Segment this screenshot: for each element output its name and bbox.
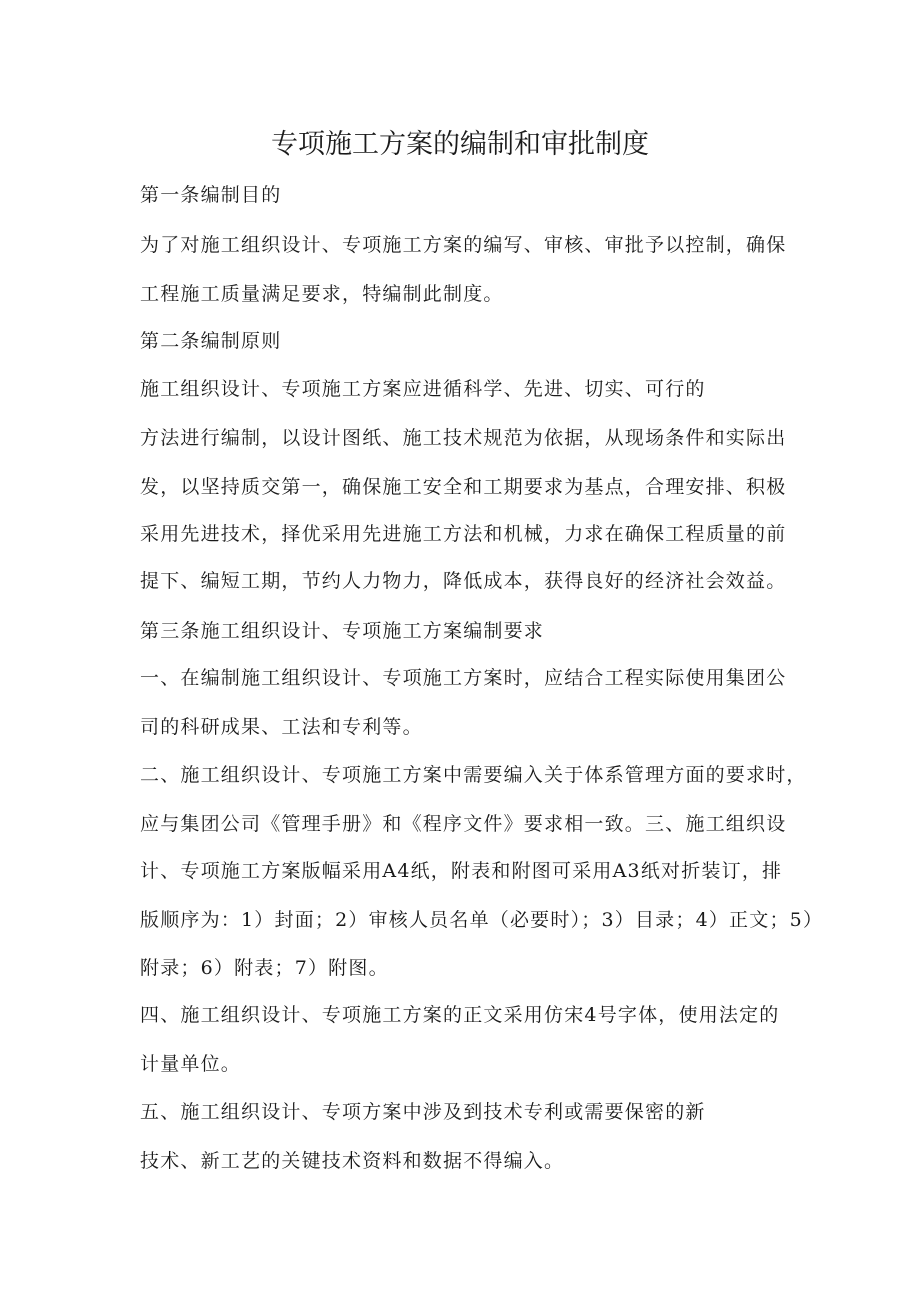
paragraph-line: 提下、编短工期，节约人力物力，降低成本，获得良好的经济社会效益。 [140, 570, 787, 592]
paragraph-line: 四、施工组织设计、专项施工方案的正文采用仿宋4号字体，使用法定的 [140, 1004, 780, 1026]
paragraph-line: 工程施工质量满足要求，特编制此制度。 [140, 283, 504, 305]
paragraph-line: 司的科研成果、工法和专利等。 [140, 716, 423, 738]
section-heading: 第一条编制目的 [140, 184, 282, 206]
paragraph-line: 一、在编制施工组织设计、专项施工方案时，应结合工程实际使用集团公 [140, 667, 787, 689]
paragraph-line: 二、施工组织设计、专项施工方案中需要编入关于体系管理方面的要求时， [140, 764, 807, 786]
paragraph-line: 计量单位。 [140, 1053, 242, 1075]
paragraph-line: 应与集团公司《管理手册》和《程序文件》要求相一致。三、施工组织设 [140, 813, 787, 835]
paragraph-line: 采用先进技术，择优采用先进施工方法和机械，力求在确保工程质量的前 [140, 523, 787, 545]
paragraph-line: 计、专项施工方案版幅采用A4纸，附表和附图可采用A3纸对折装订，排 [140, 860, 783, 882]
paragraph-line: 版顺序为：1）封面；2）审核人员名单（必要时）；3）目录；4）正文；5） [140, 909, 824, 931]
paragraph-line: 技术、新工艺的关键技术资料和数据不得编入。 [140, 1150, 565, 1172]
section-heading: 第三条施工组织设计、专项施工方案编制要求 [140, 620, 545, 642]
paragraph-line: 发，以坚持质交第一，确保施工安全和工期要求为基点，合理安排、积极 [140, 476, 787, 498]
paragraph-line: 施工组织设计、专项施工方案应进循科学、先进、切实、可行的 [140, 378, 706, 400]
section-heading: 第二条编制原则 [140, 330, 282, 352]
paragraph-line: 五、施工组织设计、专项方案中涉及到技术专利或需要保密的新 [140, 1101, 706, 1123]
paragraph-line: 方法进行编制，以设计图纸、施工技术规范为依据，从现场条件和实际出 [140, 427, 787, 449]
document-title: 专项施工方案的编制和审批制度 [271, 129, 649, 160]
paragraph-line: 附录；6）附表；7）附图。 [140, 957, 389, 979]
paragraph-line: 为了对施工组织设计、专项施工方案的编写、审核、审批予以控制，确保 [140, 234, 787, 256]
